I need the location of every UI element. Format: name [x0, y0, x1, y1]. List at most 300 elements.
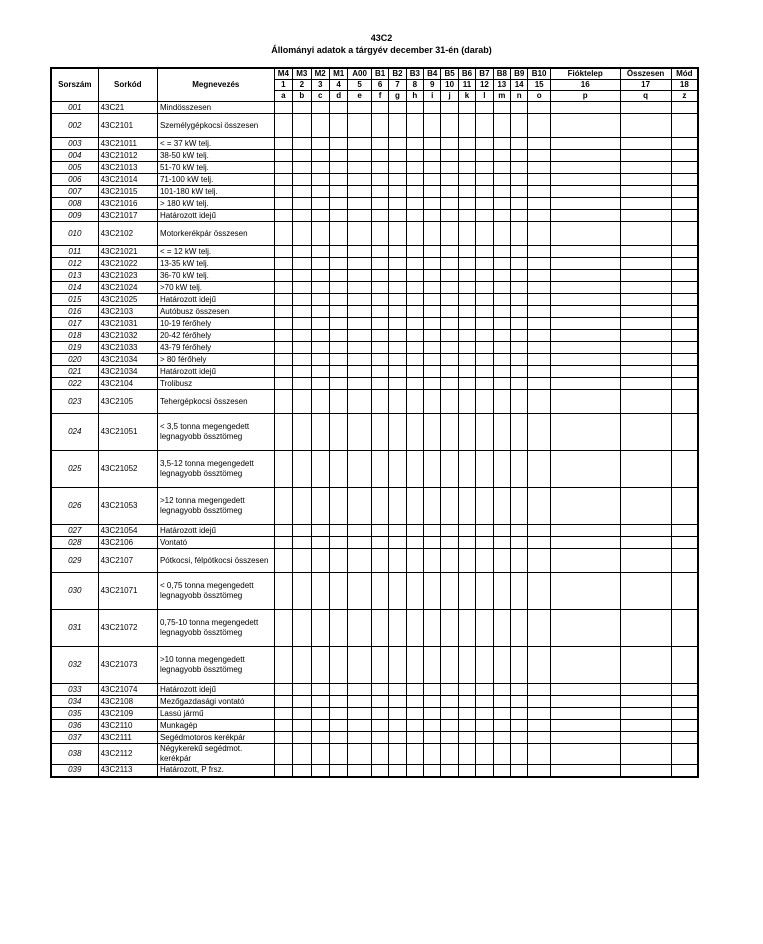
data-cell[interactable] — [274, 696, 292, 708]
data-cell[interactable] — [371, 270, 388, 282]
data-cell[interactable] — [274, 732, 292, 744]
data-cell[interactable] — [389, 451, 406, 488]
data-cell[interactable] — [389, 186, 406, 198]
data-cell[interactable] — [511, 537, 528, 549]
data-cell[interactable] — [441, 330, 458, 342]
data-cell[interactable] — [511, 138, 528, 150]
data-cell[interactable] — [371, 162, 388, 174]
data-cell[interactable] — [371, 354, 388, 366]
data-cell[interactable] — [274, 162, 292, 174]
data-cell[interactable] — [620, 390, 671, 414]
data-cell[interactable] — [311, 720, 329, 732]
data-cell[interactable] — [671, 720, 698, 732]
data-cell[interactable] — [293, 186, 311, 198]
data-cell[interactable] — [329, 282, 347, 294]
data-cell[interactable] — [458, 222, 475, 246]
data-cell[interactable] — [671, 306, 698, 318]
data-cell[interactable] — [389, 732, 406, 744]
data-cell[interactable] — [389, 318, 406, 330]
data-cell[interactable] — [329, 744, 347, 765]
data-cell[interactable] — [424, 414, 441, 451]
data-cell[interactable] — [458, 573, 475, 610]
data-cell[interactable] — [493, 174, 510, 186]
data-cell[interactable] — [493, 198, 510, 210]
data-cell[interactable] — [620, 294, 671, 306]
data-cell[interactable] — [550, 765, 620, 777]
data-cell[interactable] — [493, 488, 510, 525]
data-cell[interactable] — [406, 342, 423, 354]
data-cell[interactable] — [511, 186, 528, 198]
data-cell[interactable] — [311, 270, 329, 282]
data-cell[interactable] — [476, 378, 493, 390]
data-cell[interactable] — [293, 732, 311, 744]
data-cell[interactable] — [348, 765, 372, 777]
data-cell[interactable] — [274, 525, 292, 537]
data-cell[interactable] — [458, 210, 475, 222]
data-cell[interactable] — [293, 414, 311, 451]
data-cell[interactable] — [441, 732, 458, 744]
data-cell[interactable] — [550, 246, 620, 258]
data-cell[interactable] — [274, 765, 292, 777]
data-cell[interactable] — [348, 270, 372, 282]
data-cell[interactable] — [293, 488, 311, 525]
data-cell[interactable] — [458, 342, 475, 354]
data-cell[interactable] — [311, 366, 329, 378]
data-cell[interactable] — [348, 102, 372, 114]
data-cell[interactable] — [293, 102, 311, 114]
data-cell[interactable] — [424, 525, 441, 537]
data-cell[interactable] — [493, 390, 510, 414]
data-cell[interactable] — [493, 366, 510, 378]
data-cell[interactable] — [550, 258, 620, 270]
data-cell[interactable] — [348, 210, 372, 222]
data-cell[interactable] — [458, 258, 475, 270]
data-cell[interactable] — [311, 414, 329, 451]
data-cell[interactable] — [311, 198, 329, 210]
data-cell[interactable] — [424, 330, 441, 342]
data-cell[interactable] — [348, 525, 372, 537]
data-cell[interactable] — [476, 573, 493, 610]
data-cell[interactable] — [550, 708, 620, 720]
data-cell[interactable] — [406, 306, 423, 318]
data-cell[interactable] — [441, 114, 458, 138]
data-cell[interactable] — [550, 282, 620, 294]
data-cell[interactable] — [406, 537, 423, 549]
data-cell[interactable] — [441, 294, 458, 306]
data-cell[interactable] — [476, 765, 493, 777]
data-cell[interactable] — [274, 647, 292, 684]
data-cell[interactable] — [311, 488, 329, 525]
data-cell[interactable] — [458, 174, 475, 186]
data-cell[interactable] — [293, 342, 311, 354]
data-cell[interactable] — [348, 174, 372, 186]
data-cell[interactable] — [424, 354, 441, 366]
data-cell[interactable] — [424, 744, 441, 765]
data-cell[interactable] — [311, 378, 329, 390]
data-cell[interactable] — [476, 114, 493, 138]
data-cell[interactable] — [274, 610, 292, 647]
data-cell[interactable] — [493, 318, 510, 330]
data-cell[interactable] — [424, 246, 441, 258]
data-cell[interactable] — [311, 525, 329, 537]
data-cell[interactable] — [424, 114, 441, 138]
data-cell[interactable] — [311, 306, 329, 318]
data-cell[interactable] — [476, 330, 493, 342]
data-cell[interactable] — [371, 258, 388, 270]
data-cell[interactable] — [406, 294, 423, 306]
data-cell[interactable] — [528, 150, 551, 162]
data-cell[interactable] — [458, 378, 475, 390]
data-cell[interactable] — [550, 537, 620, 549]
data-cell[interactable] — [620, 708, 671, 720]
data-cell[interactable] — [329, 549, 347, 573]
data-cell[interactable] — [511, 366, 528, 378]
data-cell[interactable] — [274, 414, 292, 451]
data-cell[interactable] — [441, 708, 458, 720]
data-cell[interactable] — [671, 610, 698, 647]
data-cell[interactable] — [424, 708, 441, 720]
data-cell[interactable] — [389, 330, 406, 342]
data-cell[interactable] — [329, 732, 347, 744]
data-cell[interactable] — [476, 537, 493, 549]
data-cell[interactable] — [329, 330, 347, 342]
data-cell[interactable] — [458, 198, 475, 210]
data-cell[interactable] — [311, 138, 329, 150]
data-cell[interactable] — [441, 258, 458, 270]
data-cell[interactable] — [476, 647, 493, 684]
data-cell[interactable] — [550, 366, 620, 378]
data-cell[interactable] — [528, 549, 551, 573]
data-cell[interactable] — [371, 765, 388, 777]
data-cell[interactable] — [671, 138, 698, 150]
data-cell[interactable] — [671, 162, 698, 174]
data-cell[interactable] — [329, 378, 347, 390]
data-cell[interactable] — [441, 162, 458, 174]
data-cell[interactable] — [329, 246, 347, 258]
data-cell[interactable] — [293, 537, 311, 549]
data-cell[interactable] — [458, 330, 475, 342]
data-cell[interactable] — [389, 282, 406, 294]
data-cell[interactable] — [493, 414, 510, 451]
data-cell[interactable] — [371, 342, 388, 354]
data-cell[interactable] — [528, 258, 551, 270]
data-cell[interactable] — [441, 270, 458, 282]
data-cell[interactable] — [406, 765, 423, 777]
data-cell[interactable] — [424, 342, 441, 354]
data-cell[interactable] — [311, 708, 329, 720]
data-cell[interactable] — [371, 537, 388, 549]
data-cell[interactable] — [528, 294, 551, 306]
data-cell[interactable] — [511, 270, 528, 282]
data-cell[interactable] — [493, 549, 510, 573]
data-cell[interactable] — [371, 647, 388, 684]
data-cell[interactable] — [493, 684, 510, 696]
data-cell[interactable] — [329, 342, 347, 354]
data-cell[interactable] — [441, 102, 458, 114]
data-cell[interactable] — [389, 102, 406, 114]
data-cell[interactable] — [311, 744, 329, 765]
data-cell[interactable] — [528, 342, 551, 354]
data-cell[interactable] — [550, 270, 620, 282]
data-cell[interactable] — [671, 282, 698, 294]
data-cell[interactable] — [511, 102, 528, 114]
data-cell[interactable] — [458, 318, 475, 330]
data-cell[interactable] — [371, 696, 388, 708]
data-cell[interactable] — [274, 720, 292, 732]
data-cell[interactable] — [311, 684, 329, 696]
data-cell[interactable] — [458, 414, 475, 451]
data-cell[interactable] — [329, 708, 347, 720]
data-cell[interactable] — [274, 573, 292, 610]
data-cell[interactable] — [493, 525, 510, 537]
data-cell[interactable] — [406, 684, 423, 696]
data-cell[interactable] — [389, 744, 406, 765]
data-cell[interactable] — [406, 174, 423, 186]
data-cell[interactable] — [550, 102, 620, 114]
data-cell[interactable] — [311, 246, 329, 258]
data-cell[interactable] — [311, 610, 329, 647]
data-cell[interactable] — [441, 696, 458, 708]
data-cell[interactable] — [511, 162, 528, 174]
data-cell[interactable] — [293, 451, 311, 488]
data-cell[interactable] — [458, 270, 475, 282]
data-cell[interactable] — [550, 306, 620, 318]
data-cell[interactable] — [476, 684, 493, 696]
data-cell[interactable] — [274, 378, 292, 390]
data-cell[interactable] — [348, 114, 372, 138]
data-cell[interactable] — [389, 414, 406, 451]
data-cell[interactable] — [493, 222, 510, 246]
data-cell[interactable] — [476, 549, 493, 573]
data-cell[interactable] — [348, 696, 372, 708]
data-cell[interactable] — [348, 258, 372, 270]
data-cell[interactable] — [389, 549, 406, 573]
data-cell[interactable] — [620, 573, 671, 610]
data-cell[interactable] — [671, 744, 698, 765]
data-cell[interactable] — [329, 306, 347, 318]
data-cell[interactable] — [671, 198, 698, 210]
data-cell[interactable] — [528, 282, 551, 294]
data-cell[interactable] — [476, 610, 493, 647]
data-cell[interactable] — [424, 162, 441, 174]
data-cell[interactable] — [550, 549, 620, 573]
data-cell[interactable] — [441, 647, 458, 684]
data-cell[interactable] — [329, 765, 347, 777]
data-cell[interactable] — [528, 222, 551, 246]
data-cell[interactable] — [293, 162, 311, 174]
data-cell[interactable] — [329, 696, 347, 708]
data-cell[interactable] — [389, 174, 406, 186]
data-cell[interactable] — [371, 222, 388, 246]
data-cell[interactable] — [348, 451, 372, 488]
data-cell[interactable] — [406, 525, 423, 537]
data-cell[interactable] — [406, 708, 423, 720]
data-cell[interactable] — [458, 246, 475, 258]
data-cell[interactable] — [329, 573, 347, 610]
data-cell[interactable] — [406, 162, 423, 174]
data-cell[interactable] — [371, 525, 388, 537]
data-cell[interactable] — [511, 246, 528, 258]
data-cell[interactable] — [620, 342, 671, 354]
data-cell[interactable] — [311, 696, 329, 708]
data-cell[interactable] — [458, 525, 475, 537]
data-cell[interactable] — [620, 282, 671, 294]
data-cell[interactable] — [476, 306, 493, 318]
data-cell[interactable] — [348, 488, 372, 525]
data-cell[interactable] — [329, 451, 347, 488]
data-cell[interactable] — [406, 330, 423, 342]
data-cell[interactable] — [424, 378, 441, 390]
data-cell[interactable] — [528, 138, 551, 150]
data-cell[interactable] — [424, 684, 441, 696]
data-cell[interactable] — [424, 138, 441, 150]
data-cell[interactable] — [329, 414, 347, 451]
data-cell[interactable] — [274, 210, 292, 222]
data-cell[interactable] — [493, 162, 510, 174]
data-cell[interactable] — [671, 488, 698, 525]
data-cell[interactable] — [493, 720, 510, 732]
data-cell[interactable] — [441, 210, 458, 222]
data-cell[interactable] — [620, 488, 671, 525]
data-cell[interactable] — [550, 684, 620, 696]
data-cell[interactable] — [458, 708, 475, 720]
data-cell[interactable] — [389, 354, 406, 366]
data-cell[interactable] — [620, 414, 671, 451]
data-cell[interactable] — [371, 414, 388, 451]
data-cell[interactable] — [476, 488, 493, 525]
data-cell[interactable] — [550, 610, 620, 647]
data-cell[interactable] — [671, 525, 698, 537]
data-cell[interactable] — [458, 549, 475, 573]
data-cell[interactable] — [441, 198, 458, 210]
data-cell[interactable] — [389, 647, 406, 684]
data-cell[interactable] — [311, 282, 329, 294]
data-cell[interactable] — [620, 102, 671, 114]
data-cell[interactable] — [348, 378, 372, 390]
data-cell[interactable] — [293, 318, 311, 330]
data-cell[interactable] — [620, 354, 671, 366]
data-cell[interactable] — [371, 186, 388, 198]
data-cell[interactable] — [274, 114, 292, 138]
data-cell[interactable] — [620, 366, 671, 378]
data-cell[interactable] — [511, 573, 528, 610]
data-cell[interactable] — [620, 765, 671, 777]
data-cell[interactable] — [671, 549, 698, 573]
data-cell[interactable] — [406, 488, 423, 525]
data-cell[interactable] — [424, 537, 441, 549]
data-cell[interactable] — [620, 198, 671, 210]
data-cell[interactable] — [293, 366, 311, 378]
data-cell[interactable] — [476, 186, 493, 198]
data-cell[interactable] — [511, 342, 528, 354]
data-cell[interactable] — [550, 414, 620, 451]
data-cell[interactable] — [476, 210, 493, 222]
data-cell[interactable] — [493, 210, 510, 222]
data-cell[interactable] — [348, 720, 372, 732]
data-cell[interactable] — [493, 294, 510, 306]
data-cell[interactable] — [458, 684, 475, 696]
data-cell[interactable] — [311, 258, 329, 270]
data-cell[interactable] — [311, 451, 329, 488]
data-cell[interactable] — [274, 294, 292, 306]
data-cell[interactable] — [406, 451, 423, 488]
data-cell[interactable] — [458, 451, 475, 488]
data-cell[interactable] — [293, 258, 311, 270]
data-cell[interactable] — [371, 732, 388, 744]
data-cell[interactable] — [550, 451, 620, 488]
data-cell[interactable] — [274, 306, 292, 318]
data-cell[interactable] — [528, 114, 551, 138]
data-cell[interactable] — [293, 696, 311, 708]
data-cell[interactable] — [476, 174, 493, 186]
data-cell[interactable] — [620, 610, 671, 647]
data-cell[interactable] — [389, 720, 406, 732]
data-cell[interactable] — [458, 610, 475, 647]
data-cell[interactable] — [671, 114, 698, 138]
data-cell[interactable] — [389, 222, 406, 246]
data-cell[interactable] — [511, 306, 528, 318]
data-cell[interactable] — [441, 525, 458, 537]
data-cell[interactable] — [293, 684, 311, 696]
data-cell[interactable] — [424, 174, 441, 186]
data-cell[interactable] — [458, 696, 475, 708]
data-cell[interactable] — [348, 708, 372, 720]
data-cell[interactable] — [371, 378, 388, 390]
data-cell[interactable] — [348, 150, 372, 162]
data-cell[interactable] — [671, 210, 698, 222]
data-cell[interactable] — [476, 282, 493, 294]
data-cell[interactable] — [389, 342, 406, 354]
data-cell[interactable] — [274, 174, 292, 186]
data-cell[interactable] — [476, 102, 493, 114]
data-cell[interactable] — [493, 150, 510, 162]
data-cell[interactable] — [511, 330, 528, 342]
data-cell[interactable] — [528, 525, 551, 537]
data-cell[interactable] — [293, 720, 311, 732]
data-cell[interactable] — [406, 258, 423, 270]
data-cell[interactable] — [441, 720, 458, 732]
data-cell[interactable] — [406, 732, 423, 744]
data-cell[interactable] — [424, 102, 441, 114]
data-cell[interactable] — [671, 696, 698, 708]
data-cell[interactable] — [274, 282, 292, 294]
data-cell[interactable] — [274, 222, 292, 246]
data-cell[interactable] — [371, 549, 388, 573]
data-cell[interactable] — [528, 610, 551, 647]
data-cell[interactable] — [274, 684, 292, 696]
data-cell[interactable] — [493, 330, 510, 342]
data-cell[interactable] — [528, 744, 551, 765]
data-cell[interactable] — [493, 114, 510, 138]
data-cell[interactable] — [424, 732, 441, 744]
data-cell[interactable] — [371, 708, 388, 720]
data-cell[interactable] — [406, 573, 423, 610]
data-cell[interactable] — [493, 102, 510, 114]
data-cell[interactable] — [493, 610, 510, 647]
data-cell[interactable] — [441, 610, 458, 647]
data-cell[interactable] — [671, 102, 698, 114]
data-cell[interactable] — [406, 102, 423, 114]
data-cell[interactable] — [671, 414, 698, 451]
data-cell[interactable] — [389, 537, 406, 549]
data-cell[interactable] — [476, 162, 493, 174]
data-cell[interactable] — [511, 720, 528, 732]
data-cell[interactable] — [528, 765, 551, 777]
data-cell[interactable] — [511, 414, 528, 451]
data-cell[interactable] — [371, 306, 388, 318]
data-cell[interactable] — [293, 282, 311, 294]
data-cell[interactable] — [550, 186, 620, 198]
